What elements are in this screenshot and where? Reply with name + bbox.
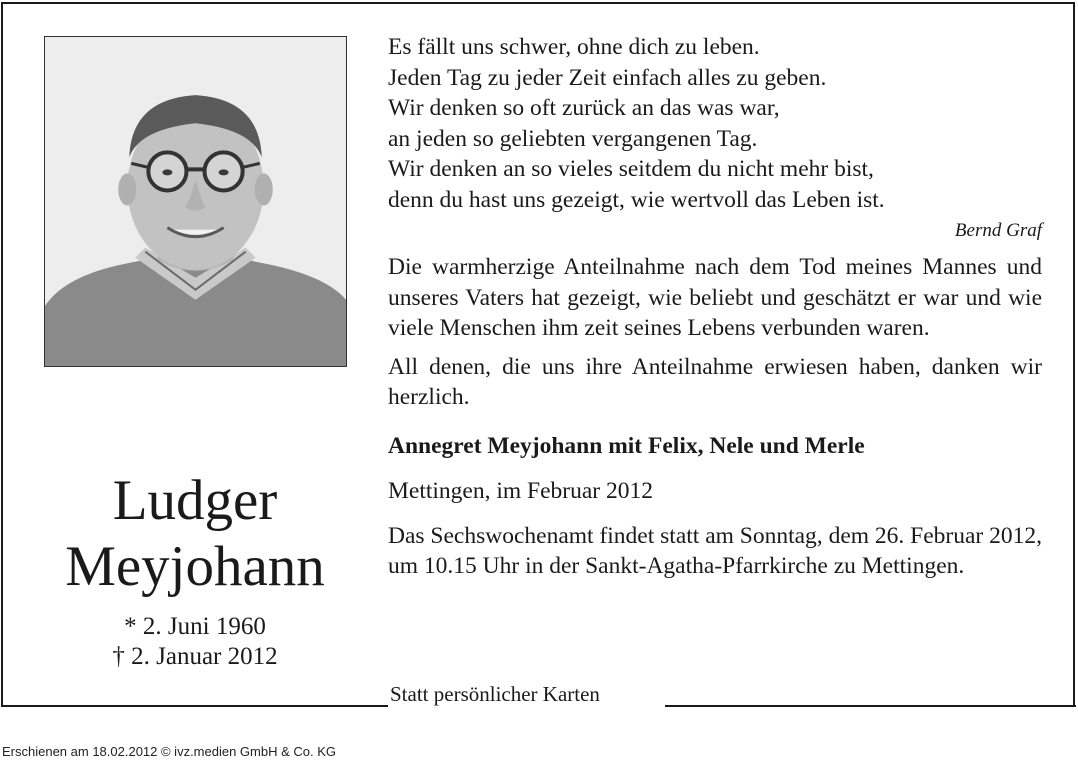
deceased-name-block <box>20 468 370 672</box>
poem-line: Wir denken so oft zurück an das was war, <box>388 95 780 121</box>
death-date: † 2. Januar 2012 <box>112 643 278 670</box>
birth-date: * 2. Juni 1960 <box>124 613 266 640</box>
place-date: Mettingen, im Februar 2012 <box>388 478 653 504</box>
poem-line: denn du hast uns gezeigt, wie wertvoll das Leben ist. <box>388 186 885 213</box>
first-name: Ludger <box>112 469 278 532</box>
poem <box>388 32 1042 244</box>
poem-line: Es fällt uns schwer, ohne dich zu leben. <box>388 34 760 60</box>
bottom-rule-right <box>665 705 1076 707</box>
last-name: Meyjohann <box>65 535 325 598</box>
footer-note: Statt persönlicher Karten <box>390 682 600 706</box>
portrait-photo <box>44 36 347 367</box>
bottom-rule-left <box>1 705 388 707</box>
notice-text-column <box>388 32 1042 582</box>
portrait-illustration <box>45 37 346 366</box>
poem-line: Wir denken an so vieles seitdem du nicht mehr bist, <box>388 156 874 182</box>
publication-imprint: Erschienen am 18.02.2012 © ivz.medien GmbH & Co. KG <box>2 744 337 759</box>
gratitude-paragraph: All denen, die uns ihre Anteilnahme erwiesen haben, danken wir herzlich. <box>388 353 1042 410</box>
signers: Annegret Meyjohann mit Felix, Nele und Merle <box>388 432 865 459</box>
poem-line: Jeden Tag zu jeder Zeit einfach alles zu geben. <box>388 64 827 91</box>
poem-line: an jeden so geliebten vergangenen Tag. <box>388 125 758 152</box>
life-dates <box>20 612 370 672</box>
poem-author: Bernd Graf <box>954 220 1042 241</box>
mass-announcement: Das Sechswochenamt findet statt am Sonntag, dem 26. Februar 2012, um 10.15 Uhr in der Sankt-Agatha-Pfarrkirche zu Mettingen. <box>388 522 1042 579</box>
thanks-paragraph: Die warmherzige Anteilnahme nach dem Tod meines Mannes und unseres Vaters hat gezeigt, wie beliebt und geschätzt er war und wie viele Menschen ihm zeit seines Lebens verbunden waren. <box>388 254 1042 341</box>
